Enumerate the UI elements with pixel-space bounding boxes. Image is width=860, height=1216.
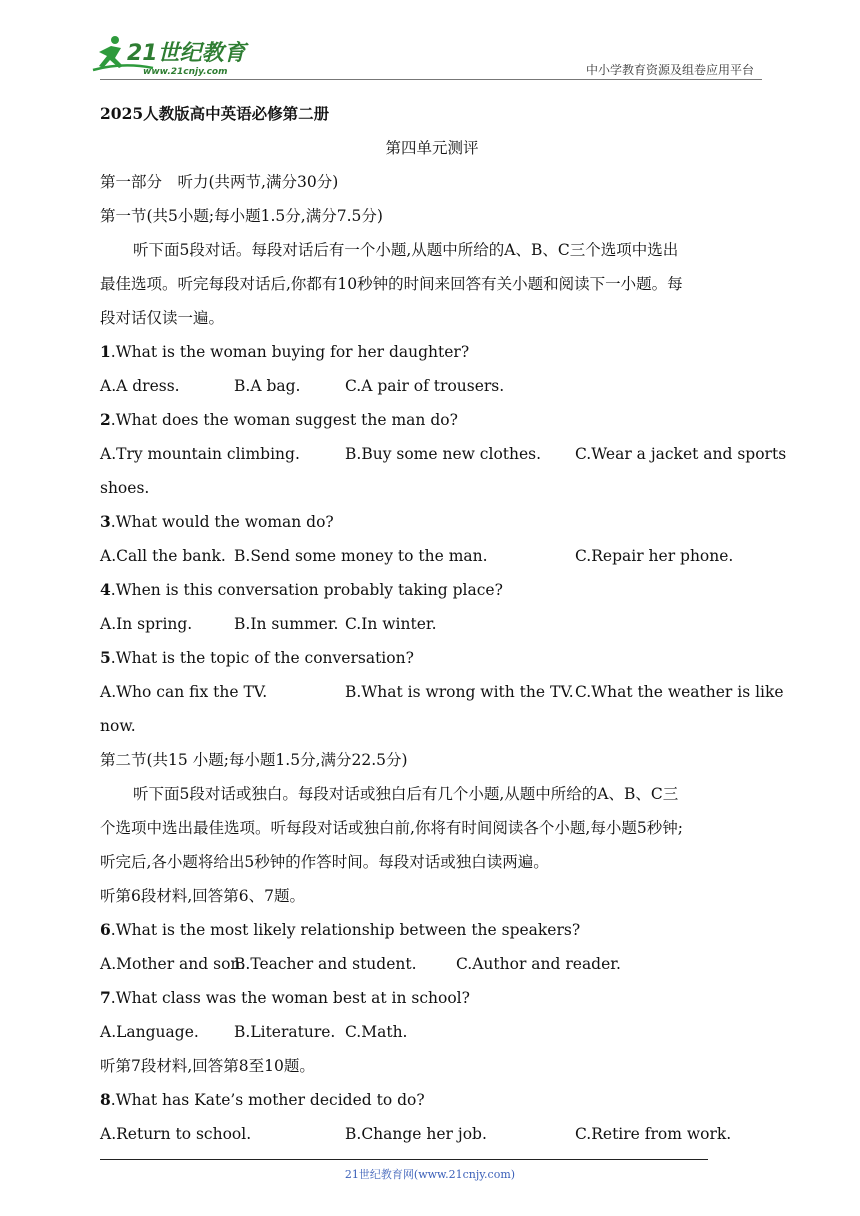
option-c: C.In winter. (345, 615, 437, 633)
option-a: A.Language. (100, 1023, 199, 1041)
question-number: 5 (100, 648, 111, 667)
question-8 (100, 1083, 764, 1117)
question-text: .When is this conversation probably taking place? (110, 581, 503, 599)
section2-instructions-3: 听完后,各小题将给出5秒钟的作答时间。每段对话或独白读两遍。 (100, 853, 549, 871)
question-2 (100, 403, 764, 437)
option-a: A.Mother and son. (100, 955, 246, 973)
logo-wordmark: 21世纪教育 (127, 41, 246, 66)
question-1 (100, 335, 764, 369)
question-text: .What has Kate’s mother decided to do? (110, 1091, 425, 1109)
material-6-heading: 听第6段材料,回答第6、7题。 (100, 887, 306, 905)
option-c: C.Repair her phone. (575, 547, 734, 565)
question-number: 1 (100, 342, 111, 361)
section2-instructions-2: 个选项中选出最佳选项。听每段对话或独白前,你将有时间阅读各个小题,每小题5秒钟; (100, 819, 683, 837)
option-c-continued: shoes. (100, 479, 150, 497)
question-text: .What would the woman do? (110, 513, 334, 531)
option-a: A.Return to school. (100, 1125, 252, 1143)
section1-instructions-1: 听下面5段对话。每段对话后有一个小题,从题中所给的A、B、C三个选项中选出 (133, 241, 679, 259)
question-number: 4 (100, 580, 111, 599)
option-b: B.Change her job. (345, 1125, 487, 1143)
doc-title: 2025人教版高中英语必修第二册 (100, 104, 330, 123)
section1-title: 第一节(共5小题;每小题1.5分,满分7.5分) (100, 207, 383, 225)
question-number: 3 (100, 512, 111, 531)
option-c: C.Retire from work. (575, 1125, 732, 1143)
option-b: B.Teacher and student. (234, 955, 417, 973)
question-number: 8 (100, 1090, 111, 1109)
question-text: .What is the topic of the conversation? (110, 649, 414, 667)
section2-title: 第二节(共15 小题;每小题1.5分,满分22.5分) (100, 751, 408, 769)
q6-options (100, 947, 764, 981)
logo-url: www.21cnjy.com (143, 67, 228, 77)
section2-instructions-1: 听下面5段对话或独白。每段对话或独白后有几个小题,从题中所给的A、B、C三 (133, 785, 679, 803)
q1-options (100, 369, 764, 403)
question-3 (100, 505, 764, 539)
question-6 (100, 913, 764, 947)
question-text: .What is the woman buying for her daughter? (110, 343, 470, 361)
question-number: 2 (100, 410, 111, 429)
option-a: A.In spring. (100, 615, 193, 633)
footer-divider (100, 1159, 708, 1160)
header-divider (100, 79, 762, 80)
option-c: C.What the weather is like (575, 683, 784, 701)
option-c: C.Wear a jacket and sports (575, 445, 787, 463)
option-a: A.A dress. (100, 377, 180, 395)
option-a: A.Try mountain climbing. (100, 445, 300, 463)
question-7 (100, 981, 764, 1015)
question-text: .What class was the woman best at in school? (110, 989, 470, 1007)
logo-21cnjy (93, 34, 263, 78)
option-c: C.Author and reader. (456, 955, 621, 973)
q5-options (100, 675, 784, 709)
option-a: A.Who can fix the TV. (100, 683, 268, 701)
option-b: B.Literature. (234, 1023, 336, 1041)
material-7-heading: 听第7段材料,回答第8至10题。 (100, 1057, 315, 1075)
part1-title: 第一部分 听力(共两节,满分30分) (100, 173, 339, 191)
page-footer: 21世纪教育网(www.21cnjy.com) (344, 1168, 516, 1181)
header-tagline: 中小学教育资源及组卷应用平台 (585, 63, 754, 77)
option-b: B.Send some money to the man. (234, 547, 488, 565)
q8-options (100, 1117, 764, 1151)
q3-options (100, 539, 764, 573)
option-c: C.Math. (345, 1023, 408, 1041)
q7-options (100, 1015, 764, 1049)
section1-instructions-3: 段对话仅读一遍。 (100, 309, 225, 327)
document-body (100, 97, 787, 1151)
q2-options (100, 437, 787, 471)
option-b: B.What is wrong with the TV. (345, 683, 574, 701)
option-b: B.In summer. (234, 615, 339, 633)
option-c-continued: now. (100, 717, 136, 735)
option-c: C.A pair of trousers. (345, 377, 505, 395)
option-b: B.A bag. (234, 377, 301, 395)
option-b: B.Buy some new clothes. (345, 445, 542, 463)
option-a: A.Call the bank. (100, 547, 226, 565)
q4-options (100, 607, 764, 641)
section1-instructions-2: 最佳选项。听完每段对话后,你都有10秒钟的时间来回答有关小题和阅读下一小题。每 (100, 275, 683, 293)
page-header (0, 0, 860, 90)
question-5 (100, 641, 764, 675)
question-number: 6 (100, 920, 111, 939)
question-text: .What does the woman suggest the man do? (110, 411, 458, 429)
question-4 (100, 573, 764, 607)
unit-title: 第四单元测评 (385, 139, 479, 157)
question-number: 7 (100, 988, 111, 1007)
question-text: .What is the most likely relationship between the speakers? (110, 921, 581, 939)
